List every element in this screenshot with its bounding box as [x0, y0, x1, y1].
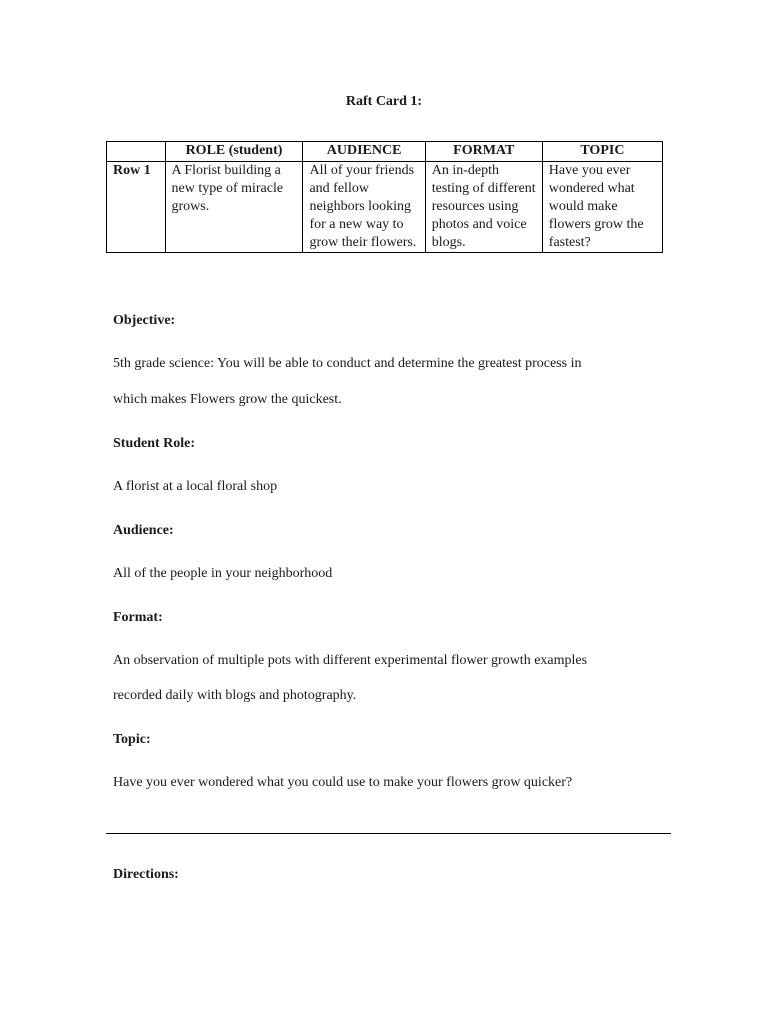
audience-text: All of the people in your neighborhood	[113, 566, 333, 581]
objective-heading: Objective:	[113, 313, 176, 328]
horizontal-divider	[106, 833, 671, 834]
topic-cell: Have you ever wondered what would make flowers grow the fastest?	[542, 162, 662, 253]
header-cell-role: ROLE (student)	[165, 142, 303, 162]
objective-text-line-2: which makes Flowers grow the quickest.	[113, 392, 342, 407]
student-role-text: A florist at a local floral shop	[113, 479, 278, 494]
header-cell-format: FORMAT	[425, 142, 542, 162]
objective-text-line-1: 5th grade science: You will be able to conduct and determine the greatest process in	[113, 356, 582, 371]
format-cell: An in-depth testing of different resources using photos and voice blogs.	[425, 162, 542, 253]
audience-cell: All of your friends and fellow neighbors looking for a new way to grow their flowers.	[303, 162, 425, 253]
table-row	[107, 162, 663, 253]
page-title: Raft Card 1:	[345, 94, 423, 109]
header-cell-empty	[107, 142, 166, 162]
audience-heading: Audience:	[113, 523, 174, 538]
student-role-heading: Student Role:	[113, 436, 196, 451]
raft-table	[106, 141, 663, 253]
format-heading: Format:	[113, 610, 163, 625]
role-cell: A Florist building a new type of miracle grows.	[165, 162, 303, 253]
header-cell-audience: AUDIENCE	[303, 142, 425, 162]
table-header-row	[107, 142, 663, 162]
row-label-cell: Row 1	[107, 162, 166, 253]
format-text-line-1: An observation of multiple pots with different experimental flower growth examples	[113, 653, 588, 668]
directions-heading: Directions:	[113, 867, 179, 882]
format-text-line-2: recorded daily with blogs and photography.	[113, 688, 357, 703]
topic-heading: Topic:	[113, 732, 151, 747]
header-cell-topic: TOPIC	[542, 142, 662, 162]
topic-text: Have you ever wondered what you could use to make your flowers grow quicker?	[113, 775, 573, 790]
